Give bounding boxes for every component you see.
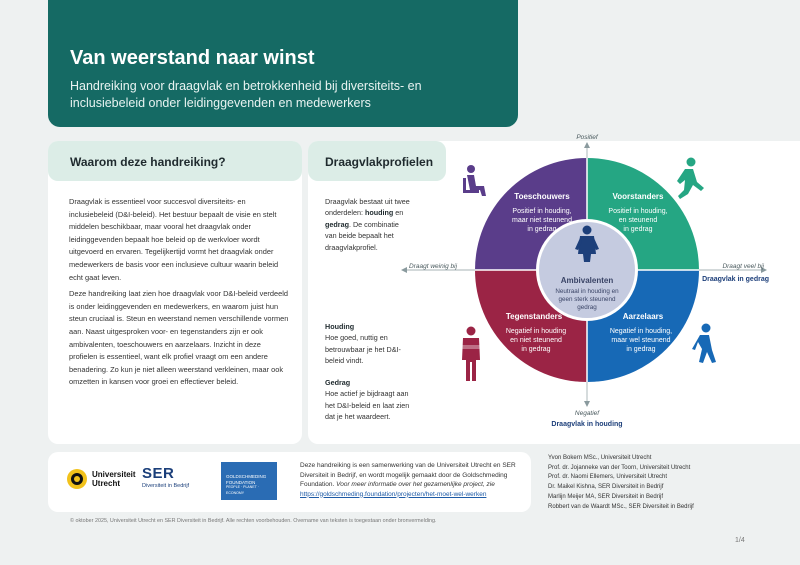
profiles-heading: Draagvlakprofielen	[308, 141, 446, 181]
aarzelaars-line1: Negatief in houding,	[609, 328, 673, 335]
page-title: Van weerstand naar winst	[70, 47, 315, 69]
uu-name	[92, 470, 136, 488]
ambivalenten-line1: Neutraal in houding en	[555, 288, 619, 295]
tegenstanders-line3: in gedrag	[521, 346, 551, 353]
author-item: Yvon Bokern MSc., Universiteit Utrecht	[548, 455, 652, 461]
gf-line1: GOLDSCHMEDING	[226, 474, 267, 479]
intro-heading: Waarom deze handreiking?	[48, 141, 302, 181]
intro-text-a: Draagvlak bestaat uit twee onderdelen:	[325, 197, 410, 218]
footer-text-2: Voor meer informatie over het gezamenlijke project, zie	[336, 481, 495, 488]
tegenstanders-line2: en niet steunend	[510, 337, 562, 344]
sitting-person-icon	[463, 165, 486, 196]
authors-list	[548, 454, 694, 512]
copyright-notice: © oktober 2025, Universiteit Utrecht en SER Diversiteit in Bedrijf. Alle rechten voorbehouden. Overname van teksten is toegestaan onder bronvermelding.	[70, 518, 437, 524]
footer-text-1: Deze handreiking is een samenwerking van de Universiteit Utrecht en SER Diversiteit in Bedrijf, en wordt mogelijk gemaakt door de Goldschmeding Foundation.	[300, 462, 516, 488]
intro-text-c: . De combinatie van beide bepaalt het draagvlakprofiel.	[325, 219, 399, 252]
footer-text	[300, 461, 530, 499]
axis-houding-title: Draagvlak in houding	[551, 421, 623, 428]
author-item: Robbert van de Waardt MSc., SER Diversiteit in Bedrijf	[548, 503, 694, 510]
running-person-icon	[677, 158, 704, 200]
axis-right-label: Draagt veel bij	[722, 263, 764, 270]
toeschouwers-line1: Positief in houding,	[512, 208, 572, 215]
axis-bottom-label: Negatief	[574, 410, 600, 417]
hesitant-walking-person-icon	[692, 324, 716, 364]
footer-card	[48, 452, 531, 512]
author-item: Prof. dr. Naomi Ellemers, Universiteit Utrecht	[548, 474, 668, 481]
page-number: 1/4	[735, 537, 745, 544]
toeschouwers-line3: in gedrag	[527, 226, 557, 233]
uu-logo	[66, 468, 136, 490]
tegenstanders-line1: Negatief in houding	[505, 328, 567, 335]
project-link[interactable]: https://goldschmeding.foundation/projecten/het-moet-wel-werken	[300, 490, 487, 498]
goldschmeding-logo	[221, 462, 277, 500]
axis-gedrag-title: Draagvlak in gedrag	[702, 276, 769, 283]
tegenstanders-title: Tegenstanders	[505, 312, 563, 321]
houding-label: Houding	[325, 322, 355, 331]
intro-text-b: en	[393, 208, 404, 218]
aarzelaars-line3: in gedrag	[626, 346, 656, 353]
arrow-down-icon	[584, 401, 590, 407]
ser-subtitle: Diversiteit in Bedrijf	[142, 483, 190, 489]
gedrag-label: Gedrag	[325, 378, 351, 387]
houding-text: Hoe goed, nuttig en betrouwbaar je het D&I-beleid vindt.	[325, 333, 401, 366]
voorstanders-line1: Positief in houding,	[608, 208, 668, 215]
intro-bold-houding: houding	[364, 208, 394, 218]
arrow-up-icon	[584, 142, 590, 148]
author-item: Marlijn Meijer MA, SER Diversiteit in Bedrijf	[548, 493, 664, 500]
voorstanders-title: Voorstanders	[612, 192, 664, 201]
intro-paragraph-1: Draagvlak is essentieel voor succesvol diversiteits- en inclusiebeleid (D&I-beleid). Het bestuur bepaalt de visie en stelt middelen beschikbaar, maar vooral het draagvlak onder leidinggevenden bepaalt hoe beleid op de werkvloer wordt uitgevoerd en ervaren. Tegelijkertijd vormt het draagvlak onder medewerkers de basis voor een inclusieve cultuur waarin beleid echt gaat leven.	[69, 197, 279, 282]
axis-left-label: Draagt weinig bij	[409, 263, 458, 270]
ser-mark: SER	[142, 465, 175, 482]
gf-line2: FOUNDATION	[226, 479, 256, 485]
ambivalenten-title: Ambivalenten	[560, 276, 614, 285]
axis-top-label: Positief	[576, 134, 598, 141]
gedrag-text: Hoe actief je bijdraagt aan het D&I-beleid en laat zien dat je het waardeert.	[325, 389, 410, 422]
author-item: Prof. dr. Jojanneke van der Toorn, Universiteit Utrecht	[548, 464, 691, 471]
crossed-arms-person-icon	[462, 327, 480, 382]
aarzelaars-line2: maar wel steunend	[611, 337, 671, 344]
ambivalenten-line2: geen sterk steunend	[558, 296, 616, 303]
intro-bold-gedrag: gedrag	[325, 219, 349, 229]
author-item: Dr. Maikel Kishna, SER Diversiteit in Bedrijf	[548, 484, 664, 491]
voorstanders-line2: en steunend	[618, 217, 658, 224]
uu-sun-icon	[66, 468, 88, 490]
uu-line1: Universiteit	[92, 470, 136, 479]
ser-logo	[142, 465, 189, 489]
toeschouwers-title: Toeschouwers	[514, 192, 570, 201]
ambivalenten-line3: gedrag	[577, 304, 597, 311]
voorstanders-line3: in gedrag	[623, 226, 653, 233]
page-subtitle: Handreiking voor draagvlak en betrokkenheid bij diversiteits- en inclusiebeleid onder leidinggevenden en medewerkers	[70, 79, 422, 110]
toeschouwers-line2: maar niet steunend	[512, 217, 572, 224]
intro-paragraph-2: Deze handreiking laat zien hoe draagvlak voor D&I-beleid verdeeld is onder leidinggevenden en medewerkers, en waarom juist hun steun cruciaal is. Steun en weerstand nemen verschillende vormen aan. Naast uitgesproken voor- en tegenstanders zijn er ook ambivalenten, toeschouwers en aarzelaars. Inzicht in deze profielen is essentieel, want elk profiel vraagt om een andere benadering. Zo kun je niet alleen weerstand verkleinen, maar ook omzetten in kansen voor groei en effectiever beleid.	[69, 289, 289, 387]
gf-line3: PEOPLE · PLANET · ECONOMY	[226, 485, 259, 495]
arrow-left-icon	[401, 267, 407, 273]
aarzelaars-title: Aarzelaars	[622, 312, 664, 321]
uu-line2: Utrecht	[92, 479, 121, 488]
